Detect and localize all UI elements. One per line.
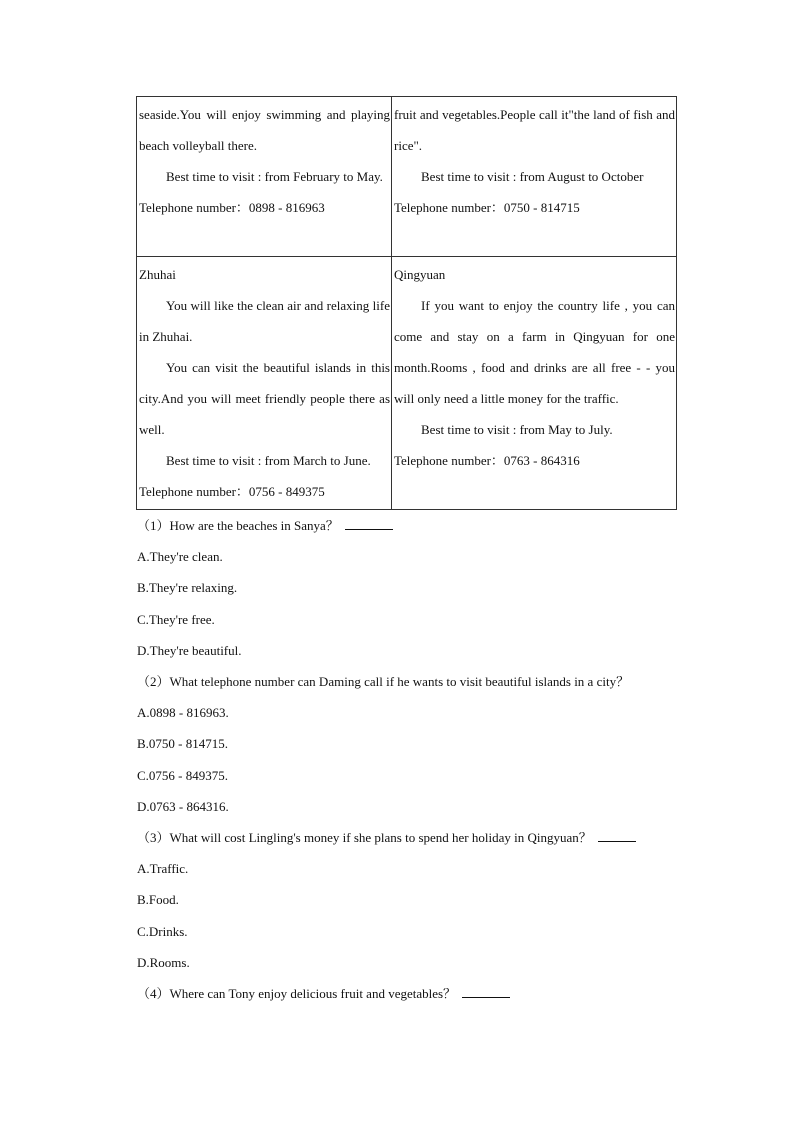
question-stem: （1）How are the beaches in Sanya？ — [137, 510, 682, 541]
sanya-telephone: Telephone number：0898 - 816963 — [139, 200, 325, 215]
sanya-best-time: Best time to visit : from February to May. — [166, 169, 383, 184]
zhuhai-telephone: Telephone number：0756 - 849375 — [139, 484, 325, 499]
qingyuan-telephone: Telephone number：0763 - 864316 — [394, 453, 580, 468]
option-item[interactable]: A.They're clean. — [137, 549, 223, 565]
questions-section — [137, 510, 682, 1009]
qingyuan-best-time: Best time to visit : from May to July. — [421, 422, 613, 437]
answer-blank[interactable] — [345, 516, 393, 530]
option-item[interactable]: D.0763 - 864316. — [137, 798, 229, 814]
zhuhai-cell — [137, 257, 392, 510]
right1-description: fruit and vegetables.People call it"the land of fish and rice". — [394, 107, 675, 153]
zhanjiang-cell — [392, 97, 677, 257]
zhuhai-name: Zhuhai — [139, 267, 176, 282]
table-row — [137, 257, 677, 510]
option-item[interactable]: B.Food. — [137, 892, 179, 908]
option-item[interactable]: C.They're free. — [137, 611, 215, 627]
option-item[interactable]: B.They're relaxing. — [137, 580, 238, 596]
option-item[interactable]: D.They're beautiful. — [137, 642, 242, 658]
right1-best-time: Best time to visit : from August to October — [421, 169, 644, 184]
option-item[interactable]: D.Rooms. — [137, 954, 190, 970]
option-item[interactable]: A.Traffic. — [137, 861, 189, 877]
zhuhai-best-time: Best time to visit : from March to June. — [166, 453, 371, 468]
answer-blank[interactable] — [462, 984, 510, 998]
right1-telephone: Telephone number：0750 - 814715 — [394, 200, 580, 215]
travel-info-table — [136, 96, 677, 510]
qingyuan-cell — [392, 257, 677, 510]
zhuhai-text-2: You can visit the beautiful islands in this city.And you will meet friendly people there as well. — [139, 360, 390, 437]
qingyuan-name: Qingyuan — [394, 267, 446, 282]
sanya-cell — [137, 97, 392, 257]
question-stem: （2）What telephone number can Daming call if he wants to visit beautiful islands in a city？ — [137, 674, 630, 690]
option-item[interactable]: A.0898 - 816963. — [137, 705, 229, 721]
question-stem: （3）What will cost Lingling's money if she plans to spend her holiday in Qingyuan？ — [137, 822, 682, 853]
option-item[interactable]: C.Drinks. — [137, 923, 188, 939]
option-item[interactable]: B.0750 - 814715. — [137, 736, 228, 752]
sanya-description: seaside.You will enjoy swimming and playing beach volleyball there. — [139, 107, 390, 153]
option-item[interactable]: C.0756 - 849375. — [137, 767, 228, 783]
zhuhai-text-1: You will like the clean air and relaxing life in Zhuhai. — [139, 298, 390, 344]
table-row — [137, 97, 677, 257]
qingyuan-text-1: If you want to enjoy the country life , you can come and stay on a farm in Qingyuan for one month.Rooms , food and drinks are all free - - you will only need a little money for the traffic. — [394, 298, 675, 406]
question-stem: （4）Where can Tony enjoy delicious fruit and vegetables？ — [137, 978, 682, 1009]
answer-blank[interactable] — [598, 828, 636, 842]
